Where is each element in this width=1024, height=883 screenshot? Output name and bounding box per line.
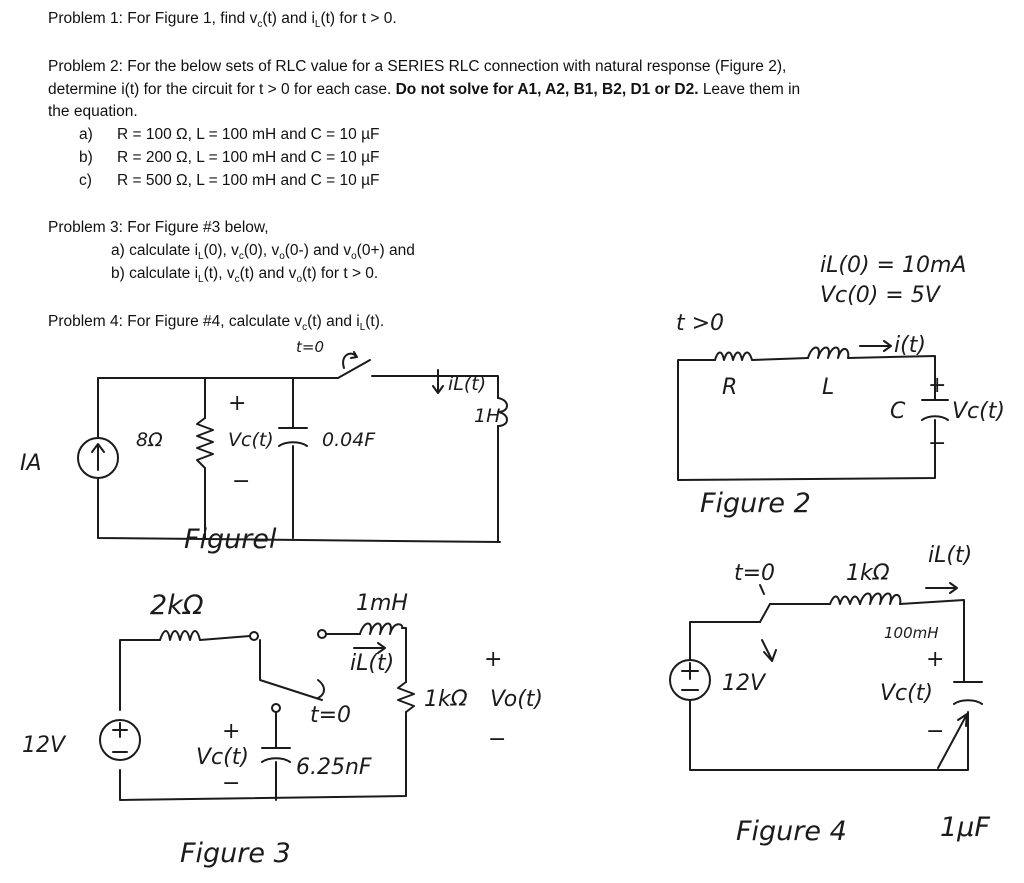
source-polarity-icon (682, 663, 698, 690)
figure-4-il-label: iL(t) (928, 543, 973, 568)
figure-2-plus: + (928, 373, 947, 398)
figure-2-c-label: C (890, 399, 906, 424)
subscript: L (314, 19, 321, 31)
figure-1-switch-label: t=0 (296, 338, 324, 356)
figure-4-plus: + (926, 647, 945, 672)
case-values: R = 100 Ω, L = 100 mH and C = 10 µF (117, 126, 380, 143)
figure-3-source-label: 12V (22, 733, 66, 758)
figure-1-source-label: IA (20, 451, 42, 476)
inductor-1mh-icon (360, 624, 402, 635)
figure-1-vc-label: Vc(t) (228, 429, 274, 451)
text: (t) and i (307, 313, 360, 330)
terminal-icon (318, 630, 326, 638)
text: (t), v (203, 265, 235, 282)
figure-4 (670, 543, 990, 847)
figure-3-r2-label: 1kΩ (424, 687, 468, 712)
subscript: L (198, 251, 204, 263)
subscript: o (296, 274, 302, 286)
text: (t) for t > 0. (302, 265, 379, 282)
switch-arrow-icon (762, 640, 776, 661)
case-label: a) (79, 126, 93, 143)
case-label: b) (79, 149, 93, 166)
il-arrow-icon (926, 583, 957, 593)
figure-1-minus: − (232, 469, 251, 494)
subscript: o (351, 251, 357, 263)
figure-1-resistor-label: 8Ω (136, 429, 163, 451)
figure-1-il-label: iL(t) (448, 373, 487, 395)
figure-2-il0: iL(0) = 10mA (820, 253, 967, 278)
figure-1-caption: Figurel (184, 524, 277, 555)
problem-2-bold-instruction: Do not solve for A1, A2, B1, B2, D1 or D2. (395, 81, 699, 98)
figure-2-vc0: Vc(0) = 5V (820, 283, 940, 308)
figure-4-l-label: 100mH (884, 624, 939, 642)
source-polarity-icon (113, 723, 127, 752)
figure-2-vc-label: Vc(t) (952, 399, 1005, 424)
problem-1-text: Problem 1: For Figure 1, find v (48, 10, 258, 27)
figure-1 (20, 338, 507, 555)
figure-3 (22, 590, 543, 869)
text: b) calculate i (111, 265, 199, 282)
subscript: o (279, 251, 285, 263)
figure-3-minus-vc: − (222, 771, 241, 796)
inductor-100mh-icon (860, 594, 900, 605)
text: (0), v (243, 242, 280, 259)
subscript: L (198, 274, 204, 286)
figure-3-minus-vo: − (488, 727, 507, 752)
figure-2 (676, 253, 1005, 519)
text: a) calculate i (111, 242, 199, 259)
problem-2-line-3: the equation. (48, 103, 138, 120)
text: (t). (365, 313, 385, 330)
resistor-1k-icon (830, 597, 860, 605)
capacitor-6-25nf-icon (262, 748, 290, 762)
figure-3-cap-label: 6.25nF (296, 755, 372, 780)
figure-4-minus: − (926, 719, 945, 744)
figure-3-vc-label: Vc(t) (196, 745, 249, 770)
terminal-icon (250, 632, 258, 640)
figure-1-inductor-label: 1H (474, 405, 501, 427)
figure-2-caption: Figure 2 (700, 488, 811, 519)
capacitor-c-icon (922, 400, 948, 420)
figure-3-plus-vo: + (484, 647, 503, 672)
text: (t) and v (239, 265, 297, 282)
figure-2-minus: − (928, 431, 947, 456)
subscript: c (234, 274, 240, 286)
resistor-1k-icon (398, 682, 414, 712)
figure-1-cap-label: 0.04F (322, 429, 376, 451)
capacitor-1uf-icon (954, 682, 982, 704)
terminal-icon (272, 704, 280, 712)
il-arrow-icon (433, 370, 443, 393)
subscript: c (302, 322, 308, 334)
figure-3-r1-label: 2kΩ (150, 590, 204, 621)
source-arrow-icon (92, 444, 104, 470)
figure-3-plus-vc: + (222, 719, 241, 744)
subscript: L (359, 322, 366, 334)
text: (0+) and (356, 242, 415, 259)
case-label: c) (79, 172, 92, 189)
figure-1-plus: + (228, 391, 247, 416)
resistor-8-ohm-icon (197, 418, 213, 468)
inductor-l-icon (808, 348, 848, 359)
capacitor-icon (279, 428, 307, 446)
switch-arc-icon (318, 680, 324, 698)
figure-2-it-label: i(t) (894, 333, 926, 358)
it-arrow-icon (860, 341, 891, 351)
switch-arc-icon (343, 352, 357, 368)
text: (0-) and v (284, 242, 352, 259)
case-values: R = 500 Ω, L = 100 mH and C = 10 µF (117, 172, 380, 189)
resistor-r-icon (715, 353, 752, 361)
problem-1-text: (t) and i (262, 10, 315, 27)
switch-blade-icon (760, 585, 770, 622)
text: (0), v (203, 242, 239, 259)
figure-4-vc-label: Vc(t) (880, 681, 933, 706)
subscript: c (257, 19, 263, 31)
subscript: c (238, 251, 244, 263)
problem-1-text: (t) for t > 0. (320, 10, 397, 27)
figure-4-r-label: 1kΩ (846, 561, 890, 586)
figure-4-caption: Figure 4 (736, 816, 847, 847)
problem-2-text: Leave them in (702, 81, 801, 98)
figure-3-switch-label: t=0 (310, 703, 352, 728)
figure-3-l-label: 1mH (356, 591, 408, 616)
resistor-2k-icon (160, 631, 200, 640)
figure-2-t-label: t >0 (676, 311, 725, 336)
figure-1-wires (98, 376, 500, 542)
figure-3-caption: Figure 3 (180, 838, 291, 869)
figure-4-source-label: 12V (722, 671, 766, 696)
problem-2-text: determine i(t) for the circuit for t > 0 for each case. (48, 81, 392, 98)
figure-2-l-label: L (822, 375, 835, 400)
figure-4-switch-label: t=0 (734, 561, 776, 586)
text: Problem 4: For Figure #4, calculate v (48, 313, 303, 330)
figure-2-r-label: R (722, 375, 738, 400)
case-values: R = 200 Ω, L = 100 mH and C = 10 µF (117, 149, 380, 166)
figure-4-cap-label: 1µF (940, 812, 990, 843)
figure-3-vo-label: Vo(t) (490, 687, 544, 712)
problem-2-line-1: Problem 2: For the below sets of RLC value for a SERIES RLC connection with natural response (Figure 2), (48, 58, 787, 75)
figure-3-il-label: iL(t) (350, 651, 395, 676)
problem-3-heading: Problem 3: For Figure #3 below, (48, 219, 269, 236)
